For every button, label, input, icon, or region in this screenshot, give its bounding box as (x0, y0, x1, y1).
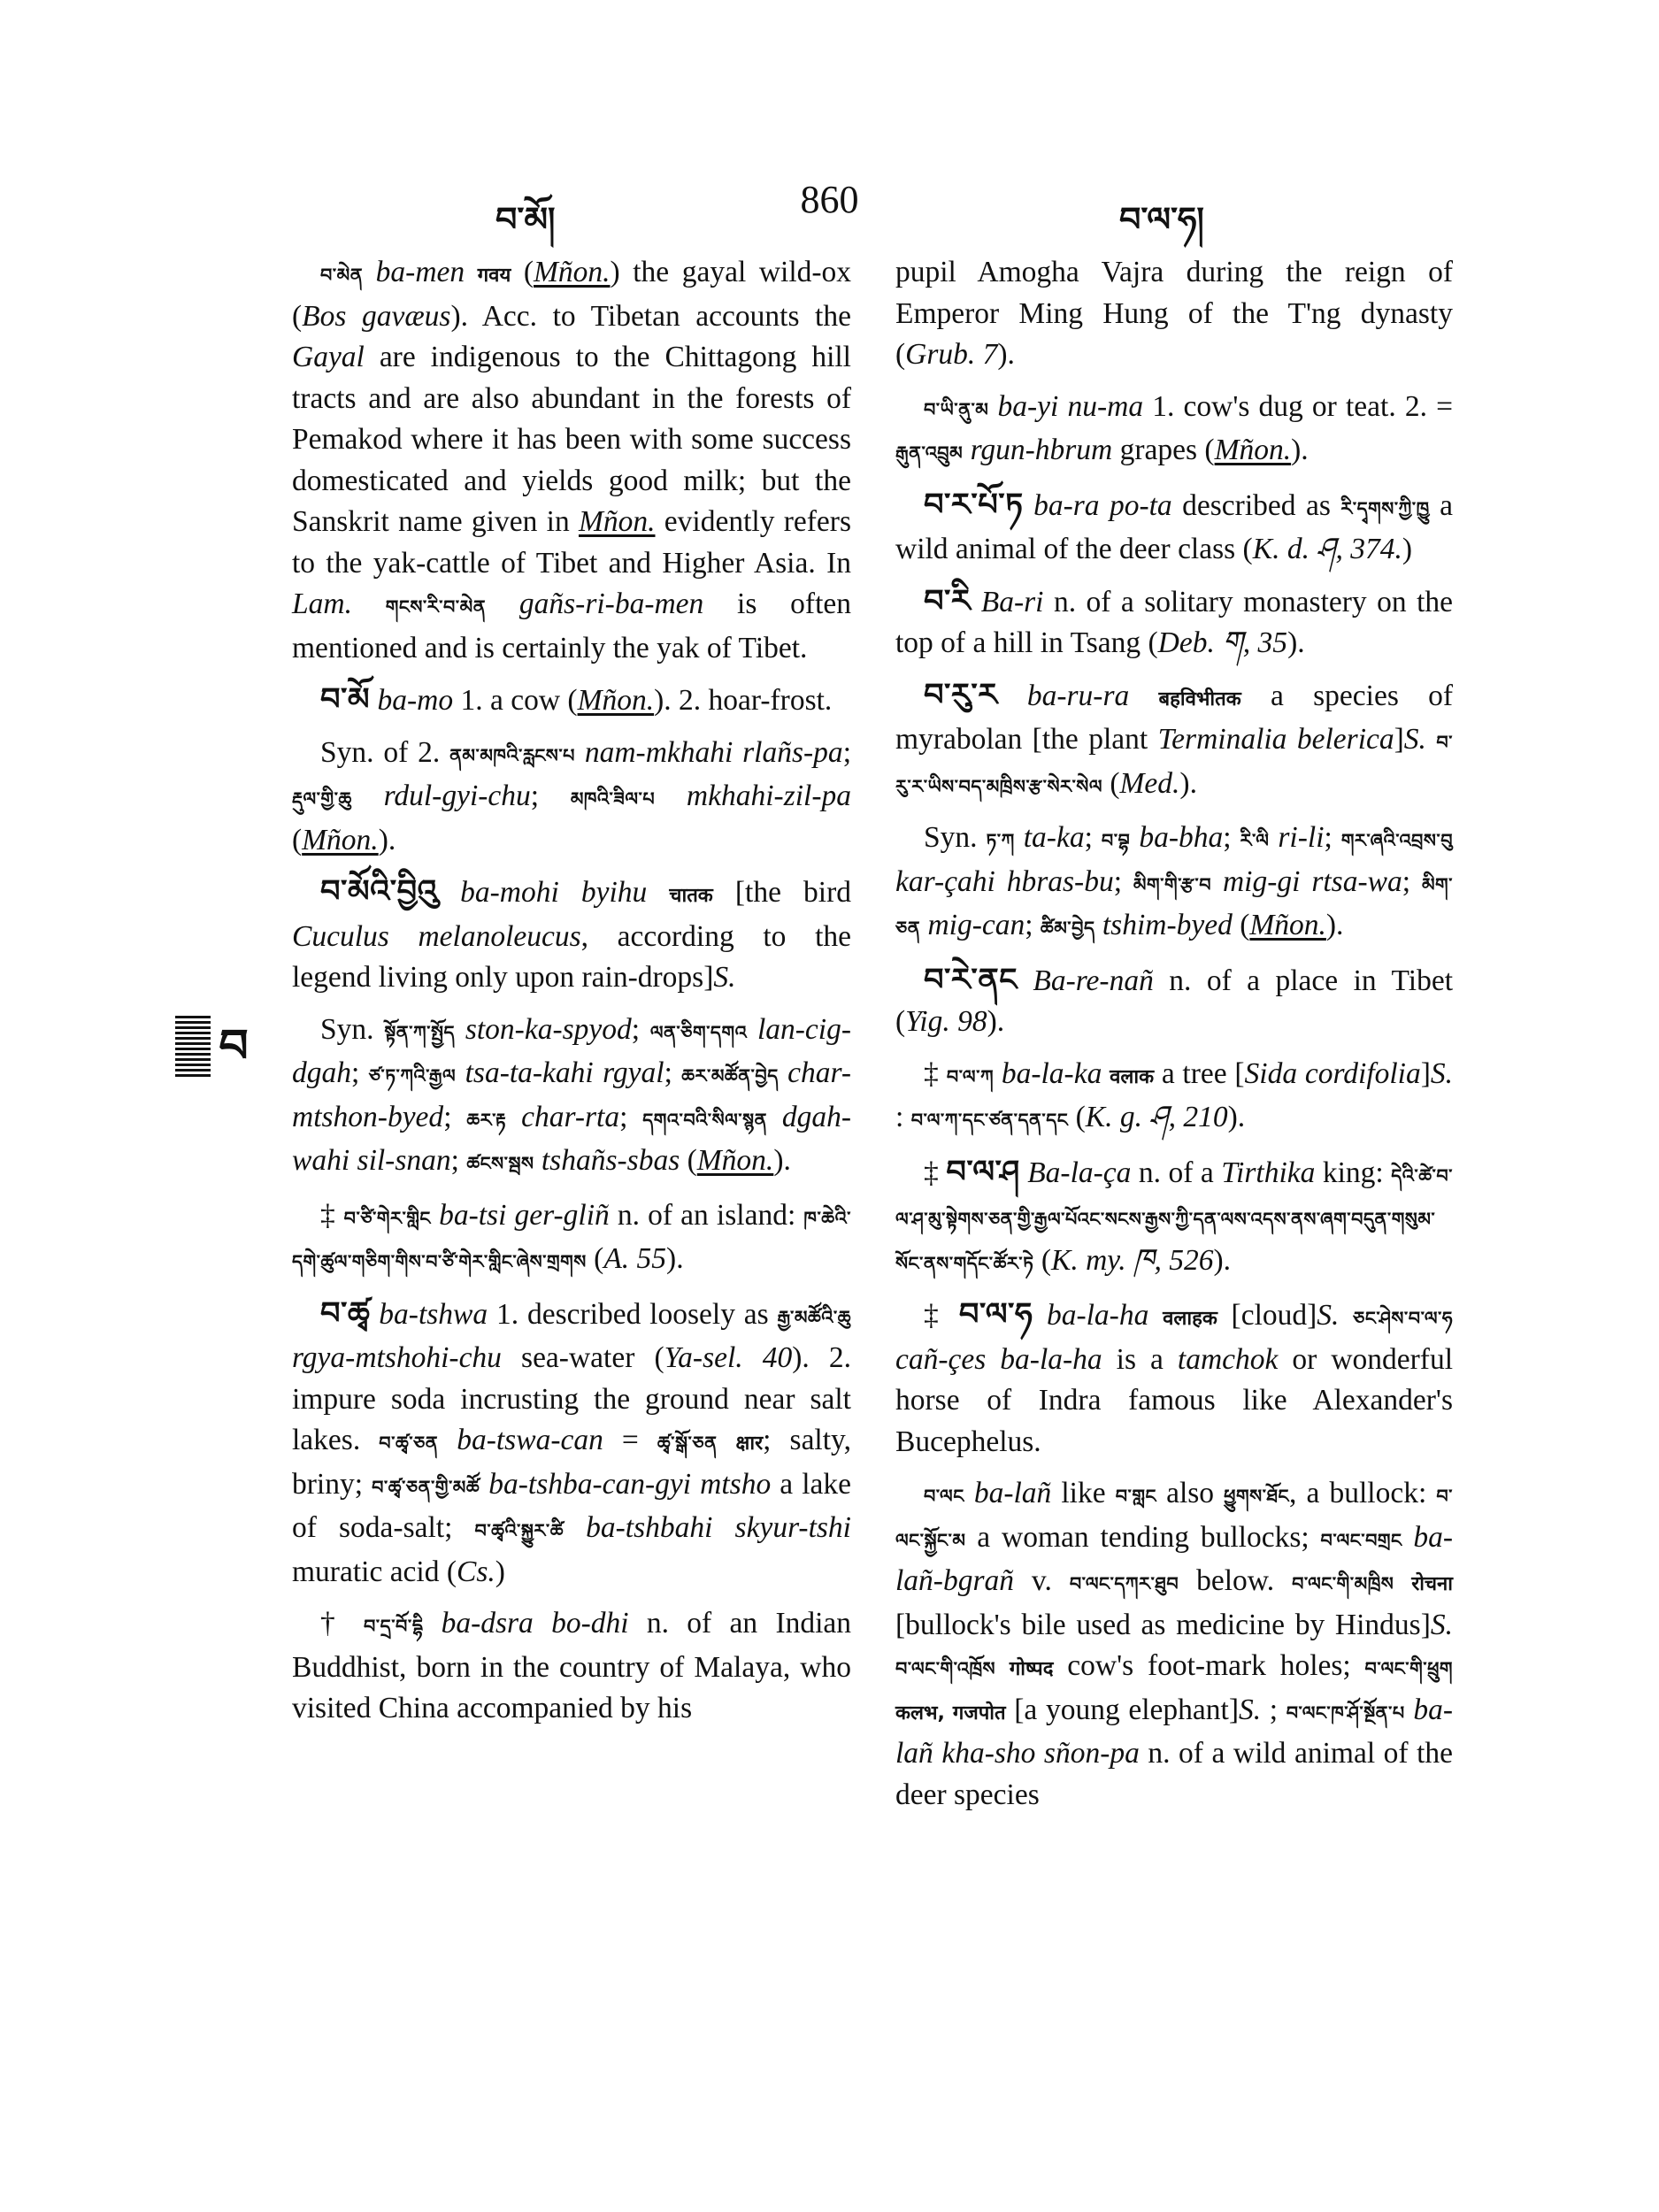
tibetan-term: ལན་ཅིག་དགའ (649, 1021, 748, 1043)
definition-text: ). Acc. to Tibetan accounts the (450, 299, 851, 333)
tibetan-headword: བ་མོའི་བྱིའུ (320, 873, 439, 910)
transliteration: Ba-la-ça (1027, 1156, 1132, 1189)
definition-text: ; salty, briny; (292, 1424, 851, 1501)
definition-text: n. of a wild animal of the deer species (895, 1737, 1454, 1811)
definition-text: is a (1102, 1342, 1178, 1376)
syn-label: Syn. (924, 821, 987, 854)
tibetan-headword: བ་རེ་ནང (924, 961, 1018, 998)
sanskrit-equivalent: चातक (669, 884, 713, 907)
definition-text: evidently refers to the yak-cattle of Tibet and Higher Asia. In (292, 505, 851, 580)
tibetan-term: རི་དྭགས་ཀྱི་ཁྱུ (1340, 497, 1430, 519)
scientific-name: Terminalia belerica (1157, 723, 1394, 756)
entry-ba-la-ka: ‡ བ་ལ་ཀ ba-la-ka वलाक a tree [Sida cordifolia]S. : བ་ལ་ཀ་དང་ཙན་དན་དང (K. g. ཤ, 210). (895, 1056, 1454, 1133)
definition-text: a tree [ (1154, 1056, 1245, 1090)
entry-ba-mohi-byihu (292, 872, 851, 999)
transliteration: rgun-hbrum (970, 434, 1113, 466)
definition-text: the gayal wild-ox ( (292, 256, 852, 333)
sanskrit-equivalent: गवय (477, 264, 511, 287)
definition-text: ). (1227, 1101, 1246, 1133)
source-ref: Mñon. (696, 1144, 774, 1177)
transliteration: tsa-ta-kahi rgyal (465, 1056, 664, 1089)
definition-text: muratic acid ( (292, 1555, 457, 1588)
transliteration: ta-ka (1023, 821, 1085, 854)
transliteration: ba-lañ (973, 1477, 1052, 1509)
source-ref: Grub. 7 (905, 338, 998, 371)
definition-text: a woman tending bullocks; (965, 1520, 1321, 1554)
tibetan-term: རྒུན་འབྲུམ (895, 442, 964, 464)
definition-text: v. (1014, 1564, 1070, 1597)
transliteration: ba-tswa-can (457, 1424, 603, 1456)
transliteration: ri-li (1278, 821, 1325, 854)
entry-continuation (895, 252, 1453, 376)
source-ref: Lam. (292, 588, 352, 620)
transliteration: Ba-ri (980, 585, 1044, 618)
transliteration: mig-can (927, 909, 1025, 941)
entry-ba-ri (895, 581, 1453, 664)
transliteration: Ba-re-nañ (1033, 964, 1154, 997)
transliteration: tshim-byed (1102, 909, 1233, 941)
tibetan-term: བ་ཚྭ་ཅན་གྱི་མཚོ (372, 1476, 480, 1498)
sanskrit-mark: S. (713, 961, 736, 994)
source-ref: Yig. 98 (905, 1005, 987, 1038)
transliteration: cañ-çes ba-la-ha (895, 1342, 1102, 1376)
tibetan-term: གར་ཞའི་འབྲས་བུ (1340, 830, 1454, 851)
tibetan-term: ཙ་ཏ་ཀའི་རྒྱལ (368, 1065, 457, 1087)
transliteration: lan-cig-dgah (292, 1012, 852, 1089)
transliteration: tshañs-sbas (541, 1144, 680, 1177)
right-guide-word: བ་ལ་ཧ། (1119, 200, 1204, 239)
definition-text: 1. a cow ( (453, 684, 578, 717)
definition-text: ) (1402, 533, 1413, 565)
tibetan-term: བ་གླང (1115, 1486, 1156, 1507)
sanskrit-mark: S. (1403, 723, 1426, 756)
definition-text: n. of an island: (609, 1198, 804, 1232)
source-ref: K. my. ཁ, 526 (1050, 1243, 1214, 1277)
tibetan-term: བ་ཚྭའི་སྐྱུར་ཚི (474, 1520, 565, 1541)
definition-text: = (603, 1424, 657, 1456)
definition-text: n. of a solitary monastery on the top of a hill in Tsang ( (895, 585, 1453, 659)
definition-text: are indigenous to the Chittagong hill tracts and are also abundant in the forests of Pemakod where it has been with some success domesticated and yields good milk; but the Sanskrit name given in (292, 341, 851, 538)
definition-text: [a young elephant] (1005, 1693, 1239, 1726)
term: tamchok (1177, 1342, 1279, 1376)
definition-text: below. (1179, 1564, 1293, 1597)
tibetan-headword: བ་ཡི་ནུ་མ (924, 398, 989, 420)
entry-synonyms-byihu: Syn. སྟོན་ཀ་སྤྱོད ston-ka-spyod; ལན་ཅིག་དགའ lan-cig-dgah; ཙ་ཏ་ཀའི་རྒྱལ tsa-ta-kahi rgyal; ཆར་མཚོན་བྱེད char-mtshon-byed; ཆར་རྟ char-rta; དགའ་བའི་སིལ་སྙན dgah-wahi sil-snan; ཚངས་སྦས tshañs-sbas (Mñon.). (292, 1012, 852, 1177)
tibetan-term: ཕྱུགས་ཐོང (1224, 1486, 1290, 1507)
transliteration: ba-tshwa (379, 1297, 488, 1331)
transliteration: ston-ka-spyod (465, 1012, 632, 1046)
definition-text: ). (1287, 626, 1305, 659)
term: Tirthika (1221, 1156, 1316, 1189)
sanskrit-mark: S. (1430, 1056, 1454, 1090)
source-ref: Ya-sel. 40 (664, 1341, 793, 1374)
tibetan-term: ཚངས་སྦས (466, 1153, 534, 1174)
tibetan-headword: བ་ལ་ཧ (958, 1296, 1033, 1333)
tibetan-headword: བ་ལ་ཤ (946, 1153, 1020, 1190)
sanskrit-origin-mark: ‡ (924, 1156, 939, 1189)
tibetan-term: ཚྭ་སྒོ་ཅན (657, 1432, 718, 1454)
entry-ba-ru-ra: བ་རུ་ར ba-ru-ra बहविभीतक a species of myrabolan [the plant Terminalia belerica]S. བ་རུ་ར་ཡིས་བད་མཁྲིས་རྩ་སེར་སེལ (Med.). (895, 676, 1454, 800)
tibetan-term: བ་བྷ (1101, 830, 1131, 851)
sanskrit-equivalent: रोचना (1411, 1572, 1454, 1595)
tibetan-term: ནམ་མཁའི་རླངས་པ (449, 744, 575, 766)
sanskrit-equivalent: बहविभीतक (1158, 687, 1241, 710)
entry-ba-tsi-ger-glin: ‡ བ་ཙི་གེར་གླིང ba-tsi ger-gliñ n. of an island: ཁ་ཆེའི་དགེ་ཚུལ་གཅིག་གིས་བ་ཙི་གེར་གླིང་ཞེས་གྲགས (A. 55). (292, 1198, 852, 1275)
syn-label: Syn. of 2. (320, 735, 450, 769)
entry-synonyms-ba-mo: Syn. of 2. ནམ་མཁའི་རླངས་པ nam-mkhahi rlañs-pa; རྡུལ་གྱི་ཆུ rdul-gyi-chu; མཁའི་ཟིལ་པ mkhahi-zil-pa (Mñon.). (292, 735, 852, 856)
transliteration: nam-mkhahi rlañs-pa (584, 735, 843, 769)
definition-text: king: (1315, 1156, 1392, 1189)
tibetan-term: ཅང་ཤེས་བ་ལ་ཧ (1353, 1308, 1454, 1329)
entry-ba-re-nan (895, 960, 1453, 1043)
definition-text: : (895, 1101, 911, 1133)
entry-ba-dsra-bo-dhi (292, 1603, 851, 1730)
sanskrit-equivalent: क्षार (735, 1432, 764, 1455)
tibetan-headword: བ་ར་པོ་ཏ (924, 486, 1024, 523)
tibetan-term: ཏ་ཀ (986, 830, 1015, 851)
transliteration: char-mtshon-byed (292, 1056, 852, 1133)
transliteration: char-rta (521, 1100, 620, 1133)
tibetan-term: མིག་གི་རྩ་བ (1133, 873, 1212, 895)
definition-text: cow's foot-mark holes; (1053, 1649, 1365, 1682)
sanskrit-equivalent: वलाहक (1163, 1307, 1217, 1330)
source-ref: Mñon. (577, 684, 655, 717)
definition-text: , a bullock: (1289, 1477, 1437, 1509)
definition-text: grapes ( (1112, 434, 1215, 466)
definition-text: [bullock's bile used as medicine by Hindus] (895, 1608, 1431, 1641)
tibetan-quotation: ཁ་ཆེའི་དགེ་ཚུལ་གཅིག་གིས་བ་ཙི་གེར་གླིང་ཞེས་གྲགས (292, 1207, 852, 1272)
tibetan-term: ཆར་མཚོན་བྱེད (681, 1065, 779, 1087)
definition-text: sea-water ( (501, 1341, 664, 1374)
source-ref: Deb. ག, 35 (1157, 626, 1288, 659)
definition-text: also (1156, 1477, 1225, 1509)
definition-text (1339, 1299, 1353, 1332)
transliteration: ba-la-ka (1001, 1056, 1102, 1090)
tibetan-headword: བ་ལ་ཀ (946, 1065, 995, 1087)
transliteration: gañs-ri-ba-men (518, 588, 704, 620)
entry-ba-la-ha (895, 1294, 1453, 1463)
transliteration: ba-yi nu-ma (997, 389, 1144, 423)
left-column (292, 252, 851, 1740)
sanskrit-origin-mark: ‡ (924, 1056, 940, 1090)
definition-text: n. of a place in Tibet ( (895, 964, 1454, 1038)
tibetan-quotation: དེའི་ཚེ་བ་ལ་ཤ་མུ་སྟེགས་ཅན་གྱི་རྒྱལ་པོའང་སངས་རྒྱས་ཀྱི་དན་ལས་འདས་ནས་ཞག་བདུན་གསུམ་སོང་ནས་གདོང་ཚོར་ཏེ (895, 1164, 1454, 1274)
definition-text: 1. described loosely as (488, 1297, 778, 1331)
definition-text: a species of myrabolan [the plant (895, 679, 1454, 756)
transliteration: ba-men (375, 256, 465, 288)
tibetan-term: རྒྱ་མཚོའི་ཆུ (777, 1306, 851, 1328)
scientific-name: Bos gavæus (302, 299, 451, 333)
definition-text: [cloud] (1217, 1299, 1317, 1332)
margin-section-marker (175, 1016, 257, 1078)
tibetan-term: བ་ཚྭ་ཅན (379, 1432, 439, 1454)
tibetan-term: བ་ལང་ཁ་ཤོ་སྔོན་པ (1286, 1701, 1405, 1724)
transliteration: ba-bha (1139, 821, 1224, 854)
source-ref: Mñon. (1249, 909, 1326, 941)
source-ref: A. 55 (603, 1242, 667, 1275)
definition-text: ). (1179, 766, 1197, 800)
transliteration: ba-tshba-can-gyi mtsho (488, 1467, 772, 1501)
page-number: 860 (800, 178, 859, 221)
tibetan-headword: བ་དྲ་བོ་དྷི (364, 1616, 424, 1637)
transliteration: ba-tshbahi skyur-tshi (586, 1511, 851, 1544)
definition-text: pupil Amogha Vajra during the reign of Emperor Ming Hung of the T'ng dynasty ( (895, 256, 1453, 371)
tibetan-term: བ་ལང་གི་མཁྲིས (1292, 1573, 1394, 1594)
tibetan-term: གངས་རི་བ་མེན (385, 596, 487, 618)
source-ref: Med. (1119, 766, 1180, 800)
tibetan-term: བ་ལང་སྐྱོང་མ (895, 1486, 1454, 1551)
tibetan-headword: བ་རི (924, 582, 972, 619)
tibetan-term: བ་ལང་གི་འཁྲོས (895, 1658, 996, 1679)
definition-text: like (1051, 1477, 1116, 1509)
definition-text: described as (1171, 488, 1341, 522)
tibetan-term: རི་ལི (1240, 830, 1270, 851)
tibetan-headword: བ་རུ་ར (924, 676, 998, 713)
term: Gayal (292, 341, 365, 373)
scientific-name: Sida cordifolia (1244, 1056, 1421, 1090)
tibetan-term: མཁའི་ཟིལ་པ (570, 788, 656, 810)
definition-text: n. of an Indian Buddhist, born in the country of Malaya, who visited China accompanied by his (292, 1607, 852, 1724)
tibetan-term: བ་ལང་གི་ཕྲུག (1364, 1658, 1454, 1679)
transliteration: rdul-gyi-chu (383, 780, 531, 812)
entry-ba-la-ca: ‡ བ་ལ་ཤ Ba-la-ça n. of a Tirthika king: དེའི་ཚེ་བ་ལ་ཤ་མུ་སྟེགས་ཅན་གྱི་རྒྱལ་པོའང་སངས་རྒྱས་ཀྱི་དན་ལས་འདས་ནས་ཞག་བདུན་གསུམ་སོང་ནས་གདོང་ཚོར་ཏེ (K. my. ཁ, 526). (895, 1153, 1454, 1277)
entry-ba-yi-nu-ma (895, 387, 1453, 474)
entry-ba-tshwa (292, 1294, 851, 1594)
definition-text: ). (1291, 434, 1309, 466)
transliteration: ba-la-ha (1046, 1299, 1149, 1332)
transliteration: ba-dsra bo-dhi (441, 1607, 629, 1640)
source-ref: Mñon. (302, 823, 379, 856)
transliteration: ba-mo (377, 684, 454, 717)
sanskrit-mark: S. (1317, 1299, 1340, 1332)
source-ref: Mñon. (534, 256, 611, 288)
definition-text: ; (1261, 1693, 1286, 1726)
source-ref: Mñon. (578, 505, 656, 538)
source-ref: K. g. ཤ, 210 (1085, 1101, 1228, 1133)
scientific-name: Cuculus melanoleucus (292, 919, 581, 953)
sanskrit-origin-mark: ‡ (320, 1198, 336, 1232)
tibetan-headword: བ་ཚྭ (320, 1294, 371, 1332)
transliteration: ba-lañ kha-sho sñon-pa (895, 1693, 1454, 1770)
transliteration: ba-ru-ra (1026, 679, 1130, 712)
tibetan-term: སྟོན་ཀ་སྤྱོད (384, 1021, 456, 1043)
source-ref: K. d. ཤ, 374. (1252, 533, 1402, 565)
tibetan-quotation: བ་རུ་ར་ཡིས་བད་མཁྲིས་རྩ་སེར་སེལ (895, 732, 1454, 797)
source-ref: Mñon. (1214, 434, 1292, 466)
transliteration: ba-mohi byihu (460, 876, 648, 909)
definition-text: ] (1420, 1056, 1431, 1090)
tibetan-term: རྡུལ་གྱི་ཆུ (292, 788, 352, 810)
left-guide-word: བ་མོ། (495, 200, 556, 239)
right-column (895, 252, 1453, 1826)
tibetan-term: བ་ལང་བགྲང (1320, 1529, 1402, 1551)
marker-rule-lines (175, 1016, 211, 1078)
tibetan-term: དགའ་བའི་སིལ་སྙན (642, 1109, 767, 1131)
definition-text (1426, 723, 1436, 756)
marker-glyph: བ (219, 1020, 249, 1073)
definition-text: , according to the legend living only upon rain-drops] (292, 919, 851, 994)
entry-ba-men: བ་མེན ba-men गवय (Mñon.) the gayal wild-ox (Bos gavæus). Acc. to Tibetan accounts the Gayal are indigenous to the Chittagong hill tracts and are also abundant in the forests of Pemakod where it has been with some success domesticated and yields good milk; but the Sanskrit name given in Mñon. evidently refers to the yak-cattle of Tibet and Higher Asia. In Lam. གངས་རི་བ་མེན gañs-ri-ba-men is often mentioned and is certainly the yak of Tibet. (292, 256, 852, 664)
definition-text: ). 2. impure soda incrusting the ground near salt lakes. (292, 1341, 851, 1456)
tibetan-term: བ་ལང་དཀར་ཐུབ (1069, 1573, 1179, 1594)
sanskrit-equivalent: कलभ, गजपोत (895, 1701, 1006, 1724)
transliteration: mig-gi rtsa-wa (1222, 864, 1402, 898)
tibetan-term: ཚིམ་བྱེད (1040, 918, 1095, 939)
sanskrit-mark: S. (1238, 1693, 1262, 1726)
sanskrit-equivalent: गोष्पद (1009, 1657, 1054, 1680)
definition-text: is often mentioned and is certainly the yak of Tibet. (292, 588, 851, 664)
definition-text: ). 2. hoar-frost. (654, 684, 833, 717)
sanskrit-mark: S. (1430, 1608, 1453, 1641)
transliteration: ba-tsi ger-gliñ (439, 1198, 610, 1232)
definition-text: ). (987, 1005, 1005, 1038)
tibetan-headword: བ་ལང (924, 1486, 964, 1507)
transliteration: ba-lañ-bgrañ (895, 1520, 1453, 1597)
tibetan-term: ཆར་རྟ (466, 1109, 507, 1131)
sanskrit-origin-mark: ‡ (924, 1299, 946, 1332)
tibetan-quotation: བ་ལ་ཀ་དང་ཙན་དན་དང (910, 1110, 1069, 1131)
tibetan-headword: བ་མོ (320, 681, 371, 718)
definition-text: ) (495, 1555, 505, 1588)
running-header (0, 177, 1659, 239)
definition-text: [the bird (712, 876, 852, 909)
source-ref: Cs. (457, 1555, 495, 1588)
tibetan-headword: བ་མེན (320, 265, 364, 286)
tibetan-term: མིག་ཅན (895, 873, 1453, 939)
entry-synonyms-ba-ru-ra: Syn. ཏ་ཀ ta-ka; བ་བྷ ba-bha; རི་ལི ri-li; གར་ཞའི་འབྲས་བུ kar-çahi hbras-bu; མིག་གི་རྩ་བ mig-gi rtsa-wa; མིག་ཅན mig-can; ཚིམ་བྱེད tshim-byed (Mñon.). (895, 821, 1454, 941)
definition-text: n. of a (1131, 1156, 1222, 1189)
definition-text: a wild animal of the deer class ( (895, 488, 1454, 565)
definition-text: 1. cow's dug or teat. 2. = (1143, 389, 1453, 423)
entry-ba-mo (292, 680, 851, 722)
transliteration: mkhahi-zil-pa (686, 780, 852, 812)
sanskrit-equivalent: वलाक (1110, 1064, 1155, 1088)
definition-text: . (676, 1242, 684, 1275)
transliteration: rgya-mtshohi-chu (292, 1341, 502, 1374)
definition-text: ). (997, 338, 1015, 371)
tibetan-headword: བ་ཙི་གེར་གླིང (343, 1207, 431, 1229)
transliteration: ba-ra po-ta (1033, 488, 1172, 522)
transliteration: dgah-wahi sil-snan (292, 1100, 852, 1177)
entry-ba-ra-po-ta (895, 485, 1453, 571)
dagger-mark: † (320, 1607, 346, 1640)
definition-text: a lake of soda-salt; (292, 1467, 851, 1544)
definition-text: ] (1394, 723, 1404, 756)
syn-label: Syn. (320, 1012, 385, 1046)
definition-text: or wonderful horse of Indra famous like Alexander's Bucephelus. (895, 1342, 1453, 1458)
entry-ba-lan (895, 1473, 1453, 1816)
definition-text: ). (1213, 1243, 1232, 1277)
transliteration: kar-çahi hbras-bu (895, 864, 1114, 898)
